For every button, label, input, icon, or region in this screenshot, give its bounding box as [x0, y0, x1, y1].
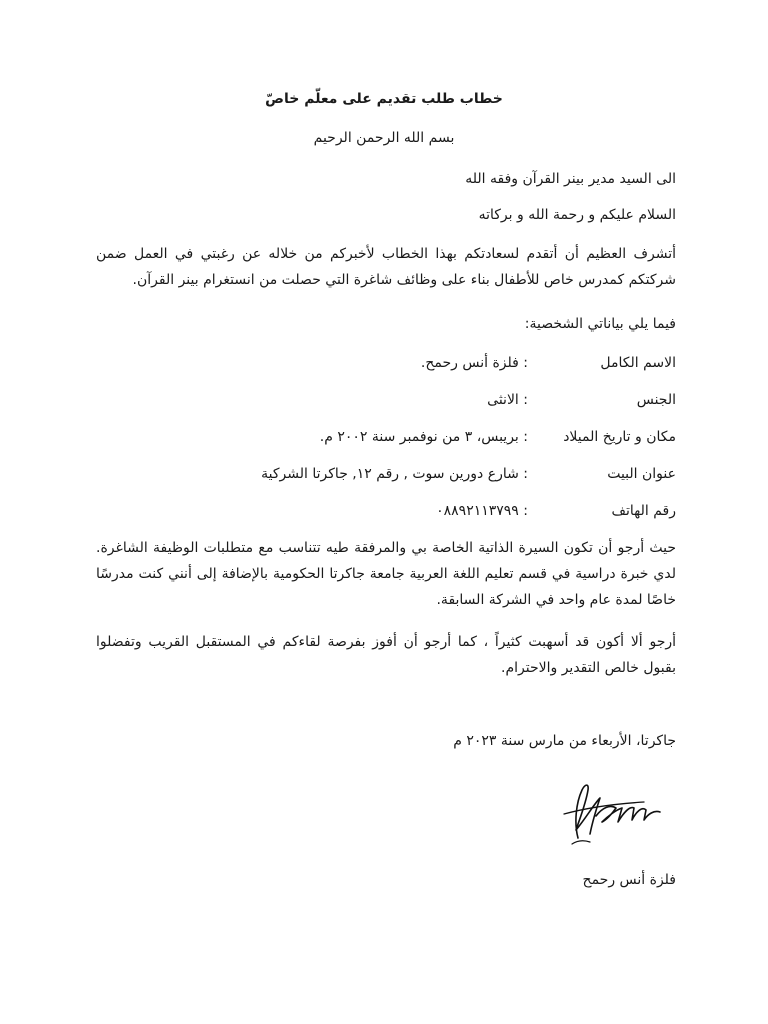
field-label: الاسم الكامل: [600, 355, 676, 371]
field-label: عنوان البيت: [607, 466, 676, 482]
field-value: : فلزة أنس رحمح.: [420, 355, 528, 371]
personal-row-address: [76, 466, 676, 486]
personal-info-heading: فيما يلي بياناتي الشخصية:: [524, 316, 676, 332]
basmala: بسم الله الرحمن الرحيم: [313, 130, 455, 146]
intro-paragraph: أتشرف العظيم أن أتقدم لسعادتكم بهذا الخطاب لأخبركم من خلاله عن رغبتي في العمل ضمن شركتكم كمدرس خاص للأطفال بناء على وظائف شاغرة التي حصلت من انستغرام بينر القرآن.: [96, 246, 676, 288]
body-paragraph-2: أرجو ألا أكون قد أسهبت كثيراً ، كما أرجو أن أفوز بفرصة لقاءكم في المستقبل القريب وتفضلوا بقبول خالص التقدير والاحترام.: [96, 634, 676, 676]
field-value: : الانثى: [487, 392, 528, 408]
personal-row-phone: [76, 503, 676, 523]
place-date: جاكرتا، الأربعاء من مارس سنة ٢٠٢٣ م: [453, 733, 676, 749]
field-label: مكان و تاريخ الميلاد: [563, 429, 676, 445]
body-paragraph-1: حيث أرجو أن تكون السيرة الذاتية الخاصة بي والمرفقة طيه تتناسب مع متطلبات الوظيفة الشاغرة. لدي خبرة دراسية في قسم تعليم اللغة العربية جامعة جاكرتا الحكومية بالإضافة إلى أنني كنت مدرسًا خاصًا لمدة عام واحد في الشركة السابقة.: [96, 540, 676, 608]
personal-row-gender: [76, 392, 676, 412]
letter-title: خطاب طلب تقديم على معلّم خاصّ: [265, 91, 503, 107]
signature-image: [556, 778, 676, 848]
field-label: رقم الهاتف: [611, 503, 676, 519]
recipient-line: الى السيد مدير بينر القرآن وفقه الله: [465, 171, 676, 187]
personal-row-birth: [76, 429, 676, 449]
field-value: : ٠٨٨٩٢١١٣٧٩٩: [436, 503, 528, 519]
field-label: الجنس: [636, 392, 676, 408]
personal-row-name: [76, 355, 676, 375]
field-value: : شارع دورين سوت , رقم ١٢, جاكرتا الشركية: [261, 466, 528, 482]
greeting-line: السلام عليكم و رحمة الله و بركاته: [478, 207, 676, 223]
field-value: : بريبس، ٣ من نوفمبر سنة ٢٠٠٢ م.: [319, 429, 528, 445]
signer-name: فلزة أنس رحمح: [582, 872, 676, 888]
